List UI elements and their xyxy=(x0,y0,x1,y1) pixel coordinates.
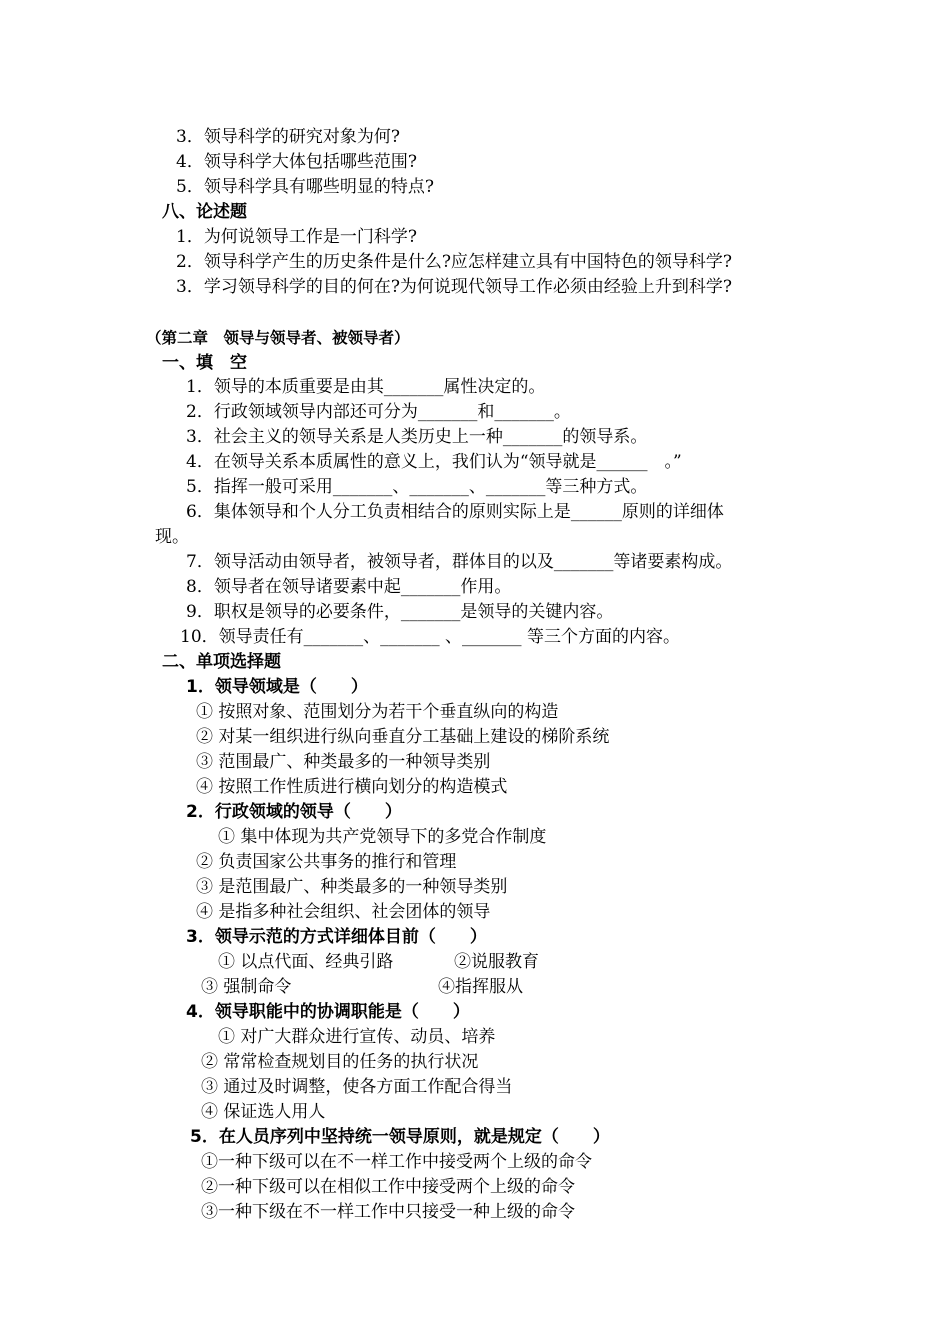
choice-option: ④指挥服从 xyxy=(438,977,523,997)
chapter-title: （第二章 领导与领导者、被领导者） xyxy=(146,329,410,347)
choice-question: 3．领导示范的方式详细体目前（ ） xyxy=(186,927,487,947)
choice-option: ④ 按照工作性质进行横向划分的构造模式 xyxy=(196,777,508,797)
question-line: 1．领导的本质重要是由其_______属性决定的。 xyxy=(186,377,546,397)
question-line: 3．社会主义的领导关系是人类历史上一种_______的领导系。 xyxy=(186,427,648,447)
choice-question: 4．领导职能中的协调职能是（ ） xyxy=(186,1002,470,1022)
choice-option: ③ 通过及时调整，使各方面工作配合得当 xyxy=(201,1077,513,1097)
choice-option: ②说服教育 xyxy=(454,952,539,972)
question-line: 2．行政领域领导内部还可分为_______和_______。 xyxy=(186,402,571,422)
choice-option: ② 对某一组织进行纵向垂直分工基础上建设的梯阶系统 xyxy=(196,727,610,747)
choice-option: ③一种下级在不一样工作中只接受一种上级的命令 xyxy=(201,1202,575,1222)
choice-option: ②一种下级可以在相似工作中接受两个上级的命令 xyxy=(201,1177,575,1197)
question-line: 5．领导科学具有哪些明显的特点? xyxy=(176,177,434,197)
question-line: 4．在领导关系本质属性的意义上，我们认为“领导就是______ 。” xyxy=(186,452,682,472)
question-line: 8．领导者在领导诸要素中起_______作用。 xyxy=(186,577,512,597)
choice-option: ① 集中体现为共产党领导下的多党合作制度 xyxy=(218,827,547,847)
choice-option: ② 负责国家公共事务的推行和管理 xyxy=(196,852,457,872)
choice-option: ① 以点代面、经典引路 xyxy=(218,952,394,972)
section-heading: 一、填 空 xyxy=(162,353,247,373)
choice-option: ④ 保证选人用人 xyxy=(201,1102,326,1122)
question-line: 10．领导责任有_______、_______ 、_______ 等三个方面的内容。 xyxy=(180,627,680,647)
question-line: 7．领导活动由领导者，被领导者，群体目的以及_______等诸要素构成。 xyxy=(186,552,733,572)
question-line: 9．职权是领导的必要条件，_______是领导的关键内容。 xyxy=(186,602,614,622)
choice-option: ④ 是指多种社会组织、社会团体的领导 xyxy=(196,902,491,922)
question-line: 2．领导科学产生的历史条件是什么?应怎样建立具有中国特色的领导科学? xyxy=(176,252,733,272)
section-heading: 八、论述题 xyxy=(162,202,247,222)
question-line-continued: 现。 xyxy=(155,527,189,547)
choice-option: ① 按照对象、范围划分为若干个垂直纵向的构造 xyxy=(196,702,559,722)
choice-question: 1．领导领域是（ ） xyxy=(186,677,368,697)
choice-option: ① 对广大群众进行宣传、动员、培养 xyxy=(218,1027,496,1047)
section-heading: 二、单项选择题 xyxy=(162,652,281,672)
choice-option: ③ 范围最广、种类最多的一种领导类别 xyxy=(196,752,491,772)
question-line: 1．为何说领导工作是一门科学? xyxy=(176,227,417,247)
question-line: 4．领导科学大体包括哪些范围? xyxy=(176,152,417,172)
choice-option: ② 常常检查规划目的任务的执行状况 xyxy=(201,1052,479,1072)
question-line: 3．领导科学的研究对象为何? xyxy=(176,127,400,147)
choice-question: 5．在人员序列中坚持统一领导原则，就是规定（ ） xyxy=(190,1127,610,1147)
choice-option: ③ 是范围最广、种类最多的一种领导类别 xyxy=(196,877,508,897)
question-line: 6．集体领导和个人分工负责相结合的原则实际上是______原则的详细体 xyxy=(186,502,724,522)
choice-option: ③ 强制命令 xyxy=(201,977,292,997)
choice-option: ①一种下级可以在不一样工作中接受两个上级的命令 xyxy=(201,1152,592,1172)
question-line: 5．指挥一般可采用_______、_______、_______等三种方式。 xyxy=(186,477,648,497)
question-line: 3．学习领导科学的目的何在?为何说现代领导工作必须由经验上升到科学? xyxy=(176,277,733,297)
choice-question: 2．行政领域的领导（ ） xyxy=(186,802,402,822)
